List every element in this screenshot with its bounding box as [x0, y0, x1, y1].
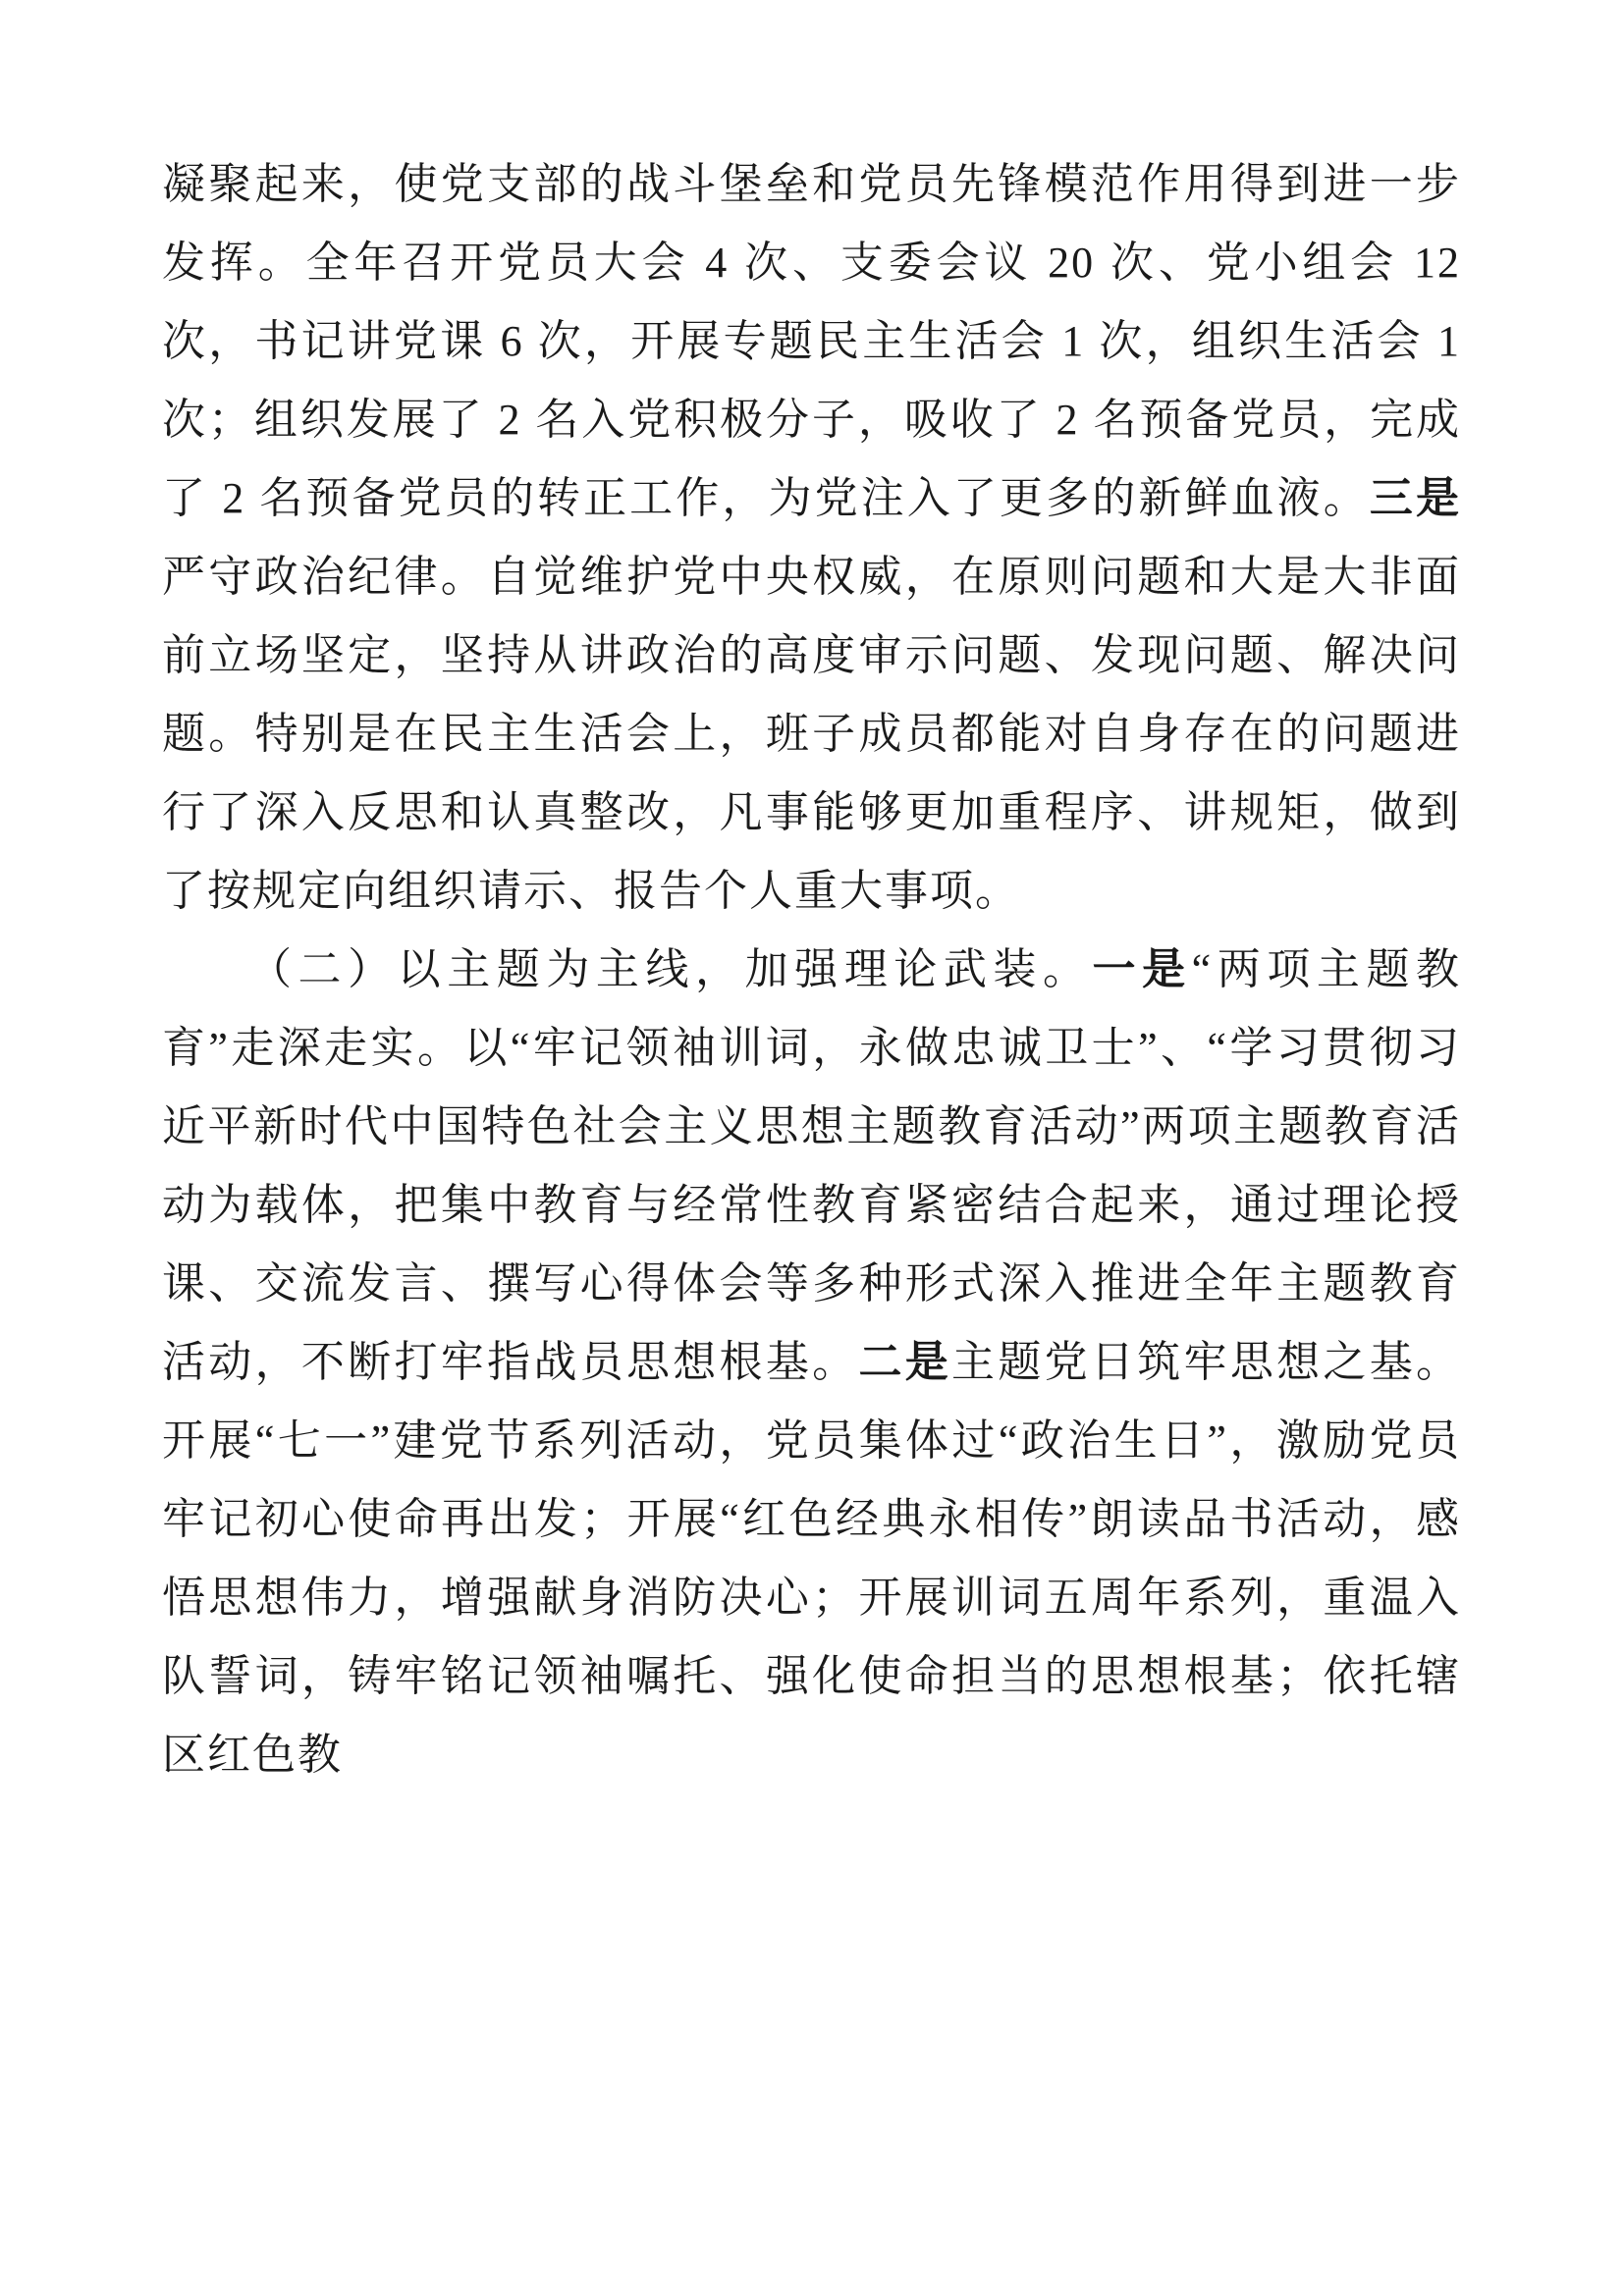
paragraph-section-2: [162, 931, 1461, 1794]
text-run-bold: 二是: [858, 1338, 952, 1386]
text-run: （二）以主题为主线，加强理论武装。: [248, 945, 1093, 993]
text-run-bold: 三是: [1369, 474, 1461, 522]
text-run: 严守政治纪律。自觉维护党中央权威，在原则问题和大是大非面前立场坚定，坚持从讲政治的高度审示问题、发现问题、解决问题。特别是在民主生活会上，班子成员都能对自身存在的问题进行了深入反思和认真整改，凡事能够更加重程序、讲规矩，做到了按规定向组织请示、报告个人重大事项。: [162, 553, 1461, 915]
document-body: [162, 145, 1461, 1794]
text-run: “两项主题教育”走深走实。以“牢记领袖训词，永做忠诚卫士”、“学习贯彻习近平新时代中国特色社会主义思想主题教育活动”两项主题教育活动为载体，把集中教育与经常性教育紧密结合起来，通过理论授课、交流发言、撰写心得体会等多种形式深入推进全年主题教育活动，不断打牢指战员思想根基。: [162, 945, 1462, 1386]
text-run: 主题党日筑牢思想之基。开展“七一”建党节系列活动，党员集体过“政治生日”，激励党员牢记初心使命再出发；开展“红色经典永相传”朗读品书活动，感悟思想伟力，增强献身消防决心；开展训词五周年系列，重温入队誓词，铸牢铭记领袖嘱托、强化使命担当的思想根基；依托辖区红色教: [162, 1338, 1462, 1779]
paragraph-continuation: [162, 145, 1461, 931]
text-run-bold: 一是: [1092, 945, 1192, 993]
text-run: 凝聚起来，使党支部的战斗堡垒和党员先锋模范作用得到进一步发挥。全年召开党员大会 4 次、支委会议 20 次、党小组会 12 次，书记讲党课 6 次，开展专题民主生活会 1 次，组织生活会 1 次；组织发展了 2 名入党积极分子，吸收了 2 名预备党员，完成了 2 名预备党员的转正工作，为党注入了更多的新鲜血液。: [162, 160, 1461, 522]
